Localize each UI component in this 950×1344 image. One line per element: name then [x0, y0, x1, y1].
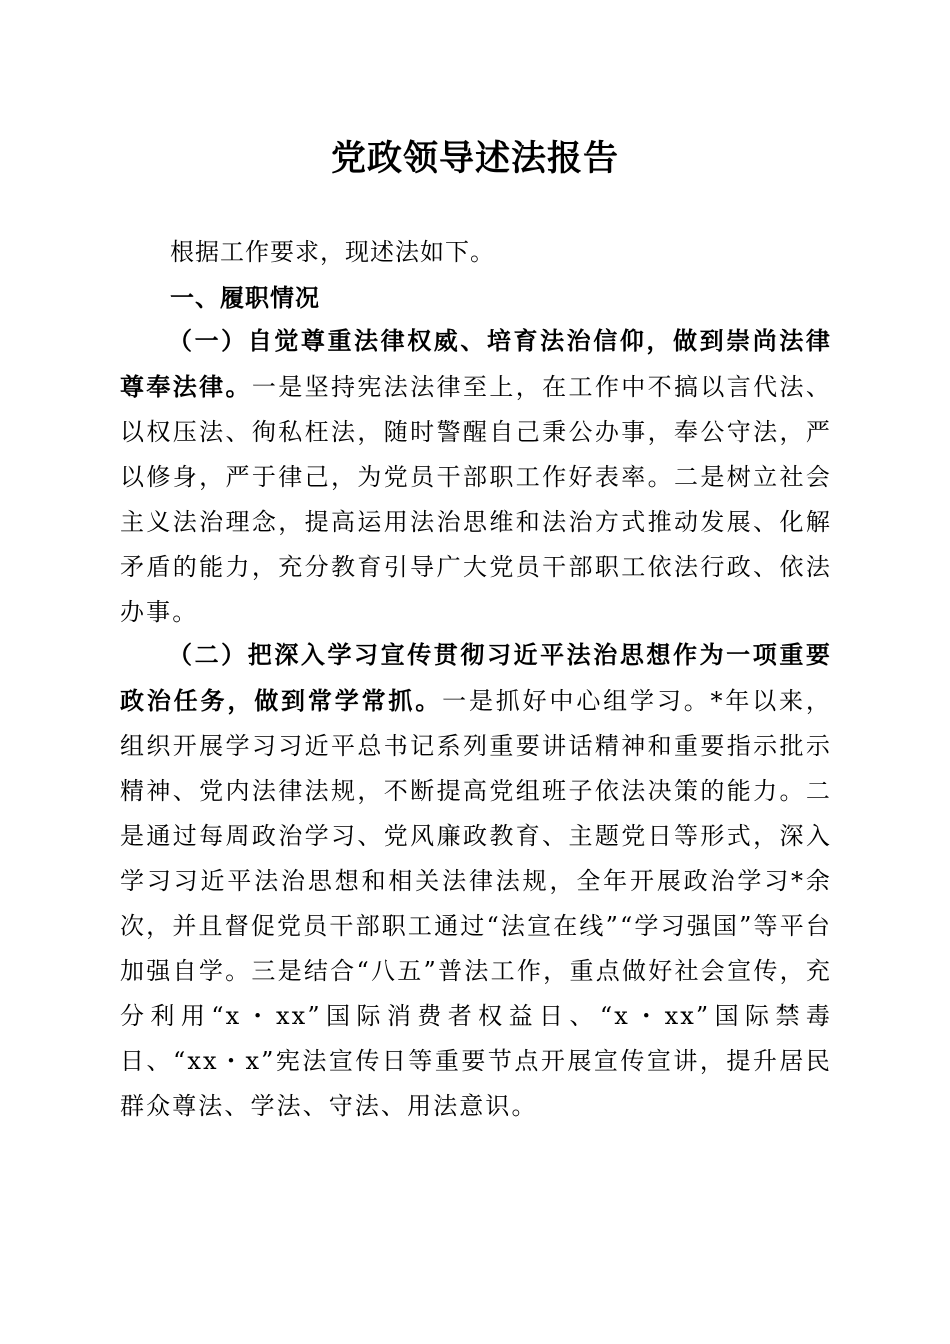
intro-text: 根据工作要求，现述法如下。: [170, 238, 495, 266]
paragraph-2-body: 一是抓好中心组学习。*年以来，组织开展学习习近平总书记系列重要讲话精神和重要指示批示精神、党内法律法规，不断提高党组班子依法决策的能力。二是通过每周政治学习、党风廉政教育、主题党日等形式，深入学习习近平法治思想和相关法律法规，全年开展政治学习*余次，并且督促党员干部职工通过“法宣在线”“学习强国”等平台加强自学。三是结合“八五”普法工作，重点做好社会宣传，充分利用“x・xx”国际消费者权益日、“x・xx”国际禁毒日、“xx・x”宪法宣传日等重要节点开展宣传宣讲，提升居民群众尊法、学法、守法、用法意识。: [120, 687, 832, 1120]
paragraph-2-subheading: （二）把深入学习宣传贯彻习近平法治思想作为一项重要政治任务，做到常学常抓。: [120, 640, 832, 715]
paragraph-1-body: 一是坚持宪法法律至上，在工作中不搞以言代法、以权压法、徇私枉法，随时警醒自己秉公办事，奉公守法，严以修身，严于律己，为党员干部职工作好表率。二是树立社会主义法治理念，提高运用法治思维和法治方式推动发展、化解矛盾的能力，充分教育引导广大党员干部职工依法行政、依法办事。: [120, 373, 832, 626]
paragraph-1: [120, 318, 832, 635]
section-heading-performance: 一、履职情况: [170, 283, 320, 312]
document-title: 党政领导述法报告: [330, 138, 619, 179]
paragraph-1-subheading: （一）自觉尊重法律权威、培育法治信仰，做到崇尚法律尊奉法律。: [120, 326, 832, 401]
paragraph-2: [120, 632, 832, 1129]
